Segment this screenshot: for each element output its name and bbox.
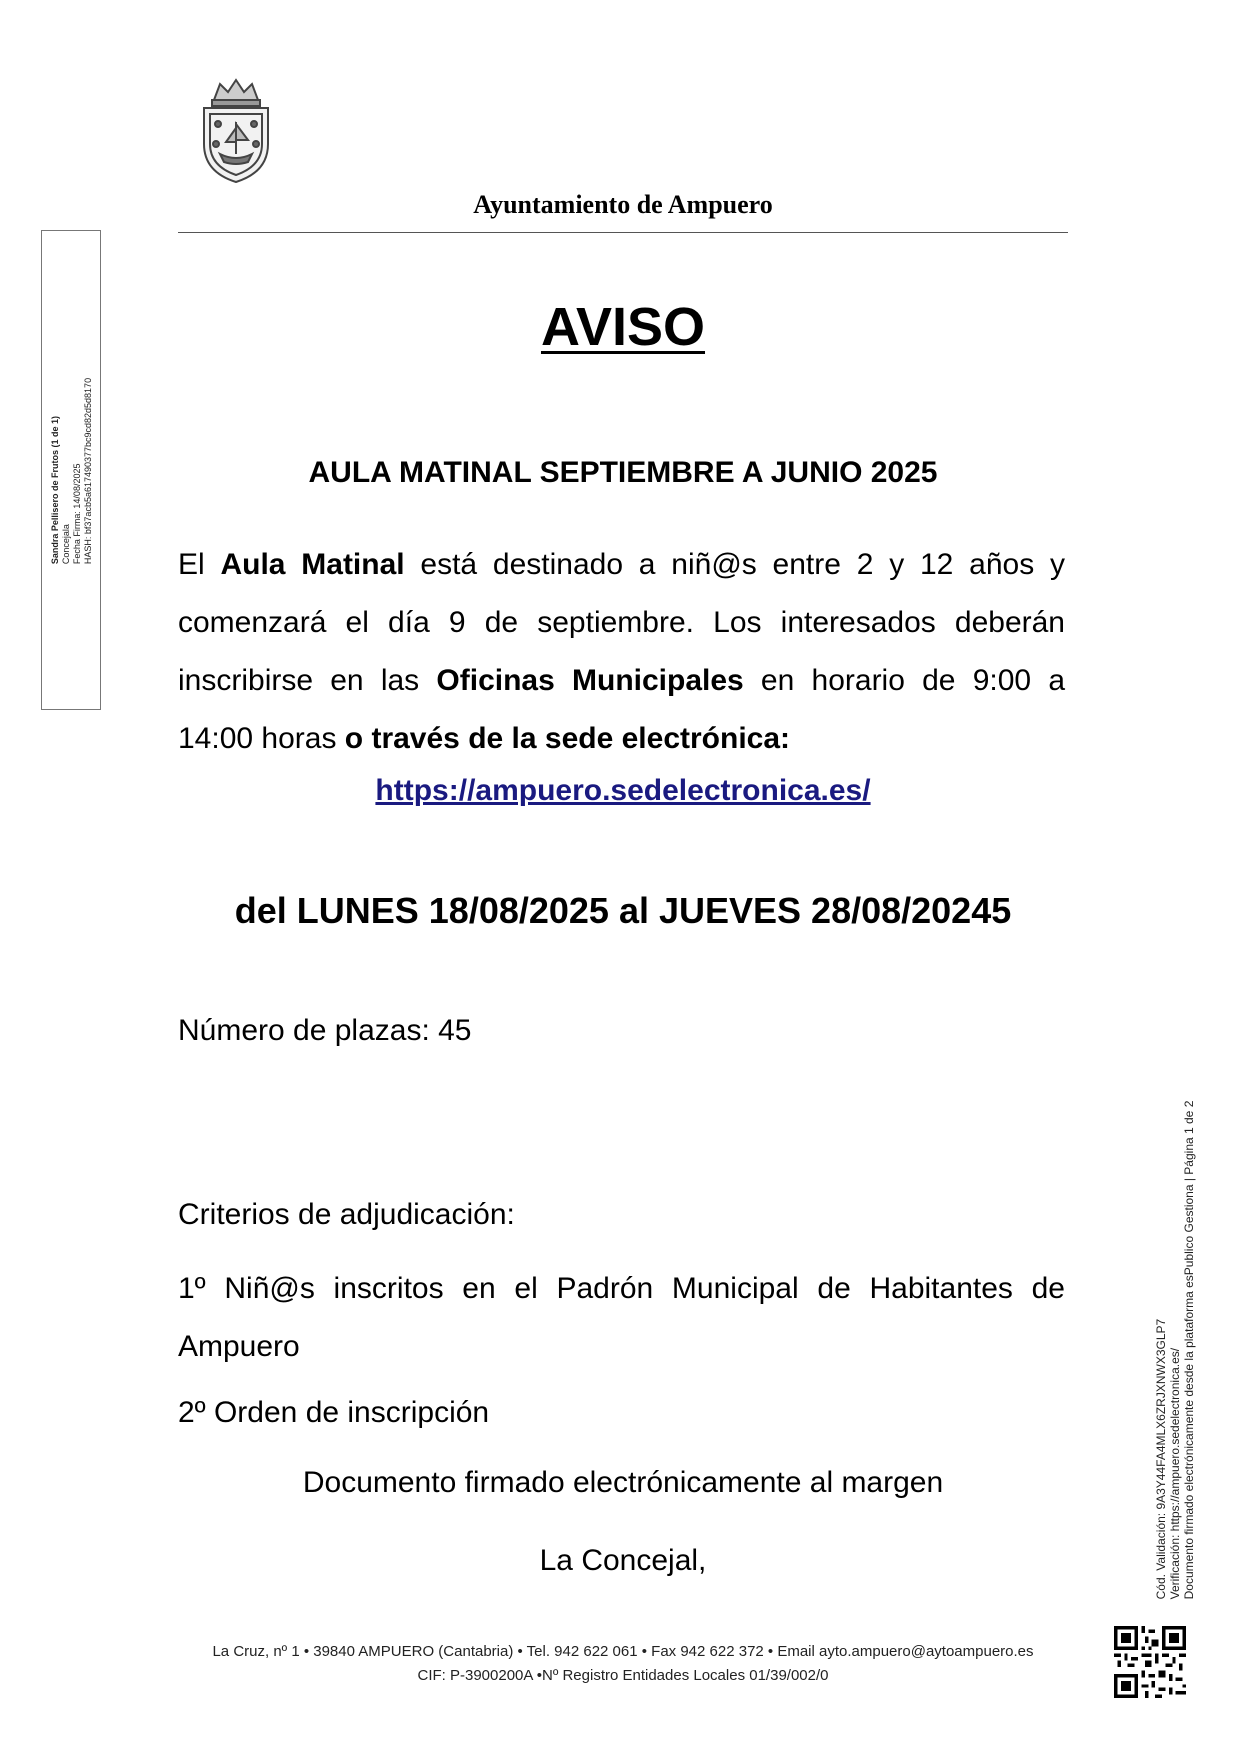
notice-title: AVISO bbox=[540, 297, 706, 357]
signer-name: Sandra Pellisero de Frutos (1 de 1) bbox=[50, 416, 60, 565]
criteria-item: 2º Orden de inscripción bbox=[178, 1396, 490, 1429]
criteria-title: Criterios de adjudicación: bbox=[178, 1198, 515, 1231]
intro-text-2: está destinado a niñ@s entre 2 y 12 años y comenzará el día 9 de septiembre. Los interesados deberán inscribirse en las bbox=[178, 548, 1065, 697]
footer-address: La Cruz, nº 1 • 39840 AMPUERO (Cantabria) • Tel. 942 622 061 • Fax 942 622 372 • Email ayto.ampuero@aytoampuero.es bbox=[212, 1643, 1034, 1660]
signature-box bbox=[41, 230, 101, 710]
verification-url: Verificación: https://ampuero.sedelectronica.es/ bbox=[1168, 1347, 1182, 1600]
platform-note: Documento firmado electrónicamente desde la plataforma esPublico Gestiona | Página 1 de 2 bbox=[1182, 1100, 1196, 1600]
sede-electronica-link[interactable]: https://ampuero.sedelectronica.es/ bbox=[375, 774, 871, 807]
intro-bold-aula: Aula Matinal bbox=[220, 548, 405, 581]
signer-role: Concejala bbox=[61, 524, 71, 565]
organization-name: Ayuntamiento de Ampuero bbox=[473, 190, 773, 219]
qr-code-icon bbox=[1114, 1626, 1186, 1698]
notice-subtitle: AULA MATINAL SEPTIEMBRE A JUNIO 2025 bbox=[308, 456, 938, 489]
criteria-item: 1º Niñ@s inscritos en el Padrón Municipal de Habitantes de Ampuero bbox=[178, 1272, 1065, 1363]
intro-text-3: en horario de 9:00 a 14:00 horas bbox=[178, 664, 1065, 755]
validation-strip bbox=[1154, 1101, 1196, 1600]
footer-registry: CIF: P-3900200A •Nº Registro Entidades Locales 01/39/002/0 bbox=[417, 1667, 829, 1684]
signed-note: Documento firmado electrónicamente al margen bbox=[302, 1466, 944, 1499]
validation-code: Cód. Validación: 9A3Y44FA4MLX6ZRJXNWX3GLP7 bbox=[1154, 1318, 1168, 1600]
intro-paragraph bbox=[178, 536, 1065, 768]
signature-date: Fecha Firma: 14/08/2025 bbox=[72, 463, 82, 565]
intro-bold-sede: o través de la sede electrónica: bbox=[344, 722, 791, 755]
intro-bold-oficinas: Oficinas Municipales bbox=[436, 664, 744, 697]
footer bbox=[178, 1640, 1068, 1688]
municipal-coat-of-arms-icon bbox=[180, 74, 292, 186]
closing-signature: La Concejal, bbox=[539, 1544, 707, 1577]
intro-text-1: El bbox=[178, 548, 221, 581]
header-divider bbox=[178, 232, 1068, 233]
places-count: Número de plazas: 45 bbox=[178, 1014, 472, 1047]
signature-stamp bbox=[50, 378, 94, 564]
registration-dates: del LUNES 18/08/2025 al JUEVES 28/08/20245 bbox=[234, 890, 1012, 931]
signature-hash: HASH: bf37acb5a617490377bc9cd82d5d8170 bbox=[83, 377, 93, 565]
